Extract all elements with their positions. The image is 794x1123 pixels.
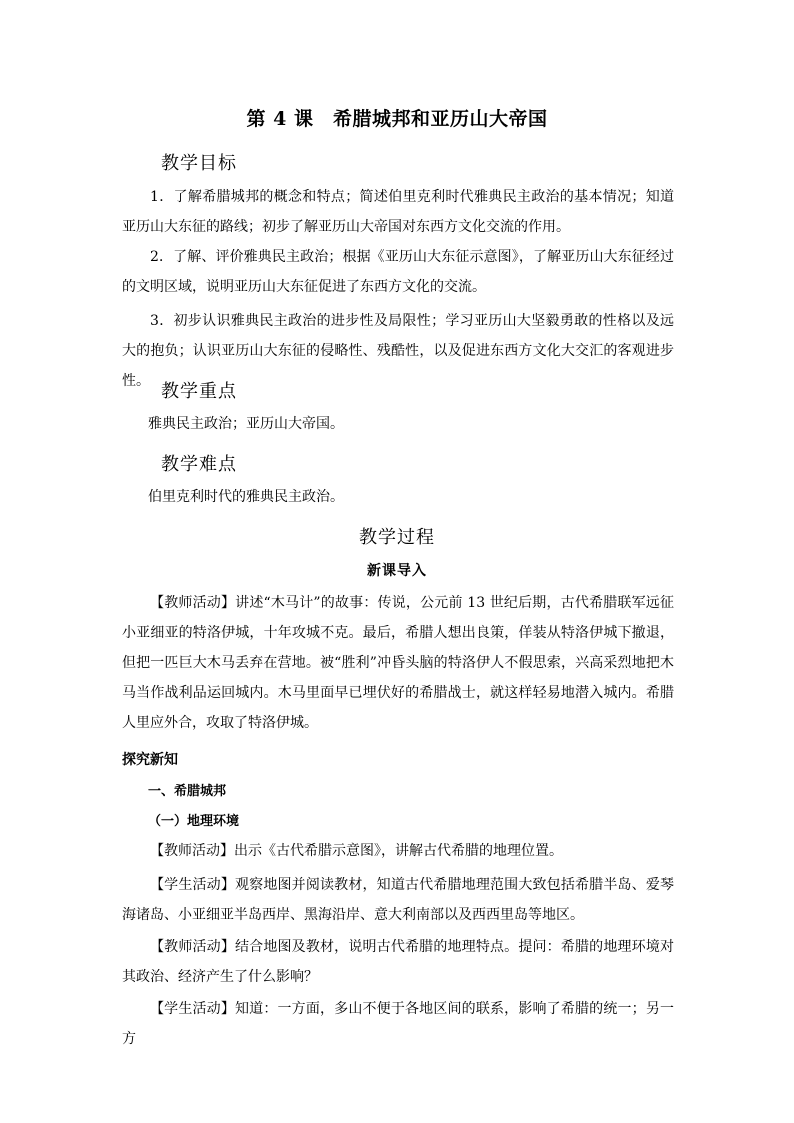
lesson-title: 第 4 课 希腊城邦和亚历山大帝国 <box>246 108 548 130</box>
activity-paragraph: 【学生活动】观察地图并阅读教材，知道古代希腊地理范围大致包括希腊半岛、爱琴海诸岛、小亚细亚半岛西岸、黑海沿岸、意大利南部以及西西里岛等地区。 <box>122 877 674 923</box>
objective-item-2: 2．了解、评价雅典民主政治；根据《亚历山大东征示意图》，了解亚历山大东征经过的文明区域，说明亚历山大东征促进了东西方文化的交流。 <box>122 249 674 295</box>
intro-heading: 新课导入 <box>367 563 427 579</box>
activity-paragraph: 【教师活动】出示《古代希腊示意图》，讲解古代希腊的地理位置。 <box>150 843 563 859</box>
key-points-heading: 教学重点 <box>161 381 237 402</box>
section-greek-city-states: 一、希腊城邦 <box>148 784 227 799</box>
activity-paragraph: 【教师活动】结合地图及教材，说明古代希腊的地理特点。提问：希腊的地理环境对其政治、经济产生了什么影响？ <box>122 939 674 985</box>
key-points-text: 雅典民主政治；亚历山大帝国。 <box>148 416 344 432</box>
intro-paragraph: 【教师活动】讲述“木马计”的故事：传说，公元前 13 世纪后期，古代希腊联军远征小亚细亚的特洛伊城，十年攻城不克。最后，希腊人想出良策，佯装从特洛伊城下撤退，但把一匹巨大木马丢弃在营地。被“胜利”冲昏头脑的特洛伊人不假思索，兴高采烈地把木马当作战利品运回城内。木马里面早已埋伏好的希腊战士，就这样轻易地潜入城内。希腊人里应外合，攻取了特洛伊城。 <box>122 595 674 731</box>
process-heading: 教学过程 <box>359 527 435 548</box>
difficult-points-text: 伯里克利时代的雅典民主政治。 <box>148 489 344 505</box>
objective-item-3: 3．初步认识雅典民主政治的进步性及局限性；学习亚历山大坚毅勇敢的性格以及远大的抱负；认识亚历山大东征的侵略性、残酷性，以及促进东西方文化大交汇的客观进步性。 <box>122 313 674 389</box>
difficult-points-heading: 教学难点 <box>161 454 237 475</box>
explore-heading: 探究新知 <box>122 752 178 768</box>
subsection-geography: （一）地理环境 <box>148 814 240 829</box>
objective-item-1: 1．了解希腊城邦的概念和特点；简述伯里克利时代雅典民主政治的基本情况；知道亚历山大东征的路线；初步了解亚历山大帝国对东西方文化交流的作用。 <box>122 189 674 235</box>
objectives-heading: 教学目标 <box>161 153 237 174</box>
activity-paragraph: 【学生活动】知道：一方面，多山不便于各地区间的联系，影响了希腊的统一；另一方 <box>122 1001 674 1047</box>
